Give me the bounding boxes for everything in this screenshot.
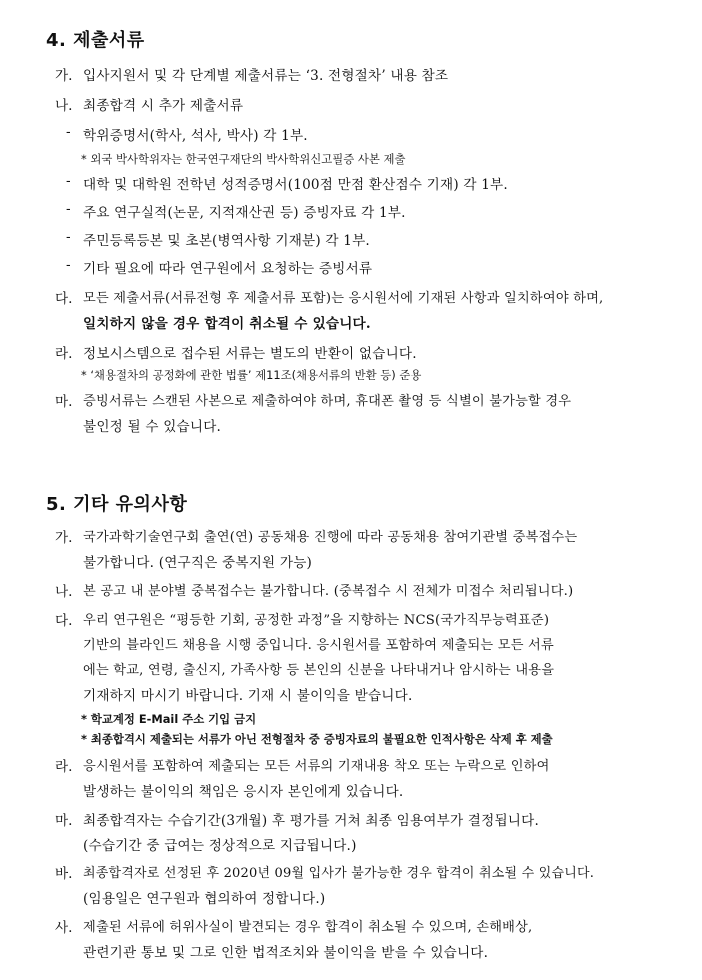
item-line: 우리 연구원은 “평등한 기회, 공정한 과정”을 지향하는 NCS(국가직무능력표준) [83, 613, 550, 628]
item-marker: 가. [55, 68, 73, 84]
item-line: 발생하는 불이익의 책임은 응시자 본인에게 있습니다. [83, 784, 404, 800]
item-marker: 가. [55, 530, 73, 546]
item-line: 정보시스템으로 접수된 서류는 별도의 반환이 없습니다. [83, 346, 417, 362]
item-line: 응시원서를 포함하여 제출되는 모든 서류의 기재내용 착오 또는 누락으로 인하여 [83, 759, 550, 774]
sub-item: 대학 및 대학원 전학년 성적증명서(100점 만점 환산점수 기재) 각 1부. [83, 177, 508, 193]
item-line: 최종합격 시 추가 제출서류 [83, 98, 244, 114]
sub-item: 주민등록등본 및 초본(병역사항 기재분) 각 1부. [83, 233, 370, 249]
note: * ‘채용절차의 공정화에 관한 법률’ 제11조(채용서류의 반환 등) 준용 [81, 368, 422, 382]
item-marker: 라. [55, 346, 73, 362]
sub-item: 주요 연구실적(논문, 지적재산권 등) 증빙자료 각 1부. [83, 205, 406, 221]
item-line: 입사지원서 및 각 단계별 제출서류는 ‘3. 전형절차’ 내용 참조 [83, 68, 449, 84]
item-marker: 다. [55, 613, 73, 629]
item-line: (수습기간 중 급여는 정상적으로 지급됩니다.) [83, 838, 357, 854]
item-line: (임용일은 연구원과 협의하여 정합니다.) [83, 891, 326, 907]
dash-bullet: - [66, 173, 71, 189]
item-marker: 나. [55, 584, 73, 600]
item-line: 기재하지 마시기 바랍니다. 기재 시 불이익을 받습니다. [83, 688, 413, 704]
item-line: 국가과학기술연구회 출연(연) 공동채용 진행에 따라 공동채용 참여기관별 중복접수는 [83, 530, 578, 545]
section-5-heading: 5. 기타 유의사항 [46, 494, 188, 515]
dash-bullet: - [66, 257, 71, 273]
dash-bullet: - [66, 201, 71, 217]
sub-item: 기타 필요에 따라 연구원에서 요청하는 증빙서류 [83, 261, 373, 277]
section-4-heading: 4. 제출서류 [46, 30, 145, 51]
item-line: 제출된 서류에 허위사실이 발견되는 경우 합격이 취소될 수 있으며, 손해배상, [83, 920, 533, 935]
item-line: 최종합격자는 수습기간(3개월) 후 평가를 거쳐 최종 임용여부가 결정됩니다. [83, 813, 539, 829]
item-marker: 다. [55, 291, 73, 307]
item-marker: 라. [55, 759, 73, 775]
item-line: 에는 학교, 연령, 출신지, 가족사항 등 본인의 신분을 나타내거나 암시하는 내용을 [83, 663, 555, 678]
item-marker: 마. [55, 394, 73, 410]
item-marker: 사. [55, 920, 73, 936]
item-line-emphasis: 일치하지 않을 경우 합격이 취소될 수 있습니다. [83, 316, 371, 332]
item-line: 모든 제출서류(서류전형 후 제출서류 포함)는 응시원서에 기재된 사항과 일치하여야 하며, [83, 291, 604, 306]
item-line: 본 공고 내 분야별 중복접수는 불가합니다. (중복접수 시 전체가 미접수 처리됩니다.) [83, 584, 574, 599]
item-line: 불가합니다. (연구직은 중복지원 가능) [83, 555, 313, 571]
item-line: 불인정 될 수 있습니다. [83, 419, 222, 435]
item-line: 기반의 블라인드 채용을 시행 중입니다. 응시원서를 포함하여 제출되는 모든 서류 [83, 638, 554, 653]
dash-bullet: - [66, 124, 71, 140]
note-emphasis: * 최종합격시 제출되는 서류가 아닌 전형절차 중 증빙자료의 불필요한 인적사항은 삭제 후 제출 [81, 732, 553, 746]
dash-bullet: - [66, 229, 71, 245]
item-marker: 나. [55, 98, 73, 114]
item-marker: 마. [55, 813, 73, 829]
item-line: 최종합격자로 선정된 후 2020년 09월 입사가 불가능한 경우 합격이 취소될 수 있습니다. [83, 866, 595, 881]
sub-item: 학위증명서(학사, 석사, 박사) 각 1부. [83, 128, 308, 144]
note: * 외국 박사학위자는 한국연구재단의 박사학위신고필증 사본 제출 [81, 152, 406, 166]
note-emphasis: * 학교계정 E-Mail 주소 기입 금지 [81, 712, 257, 726]
item-marker: 바. [55, 866, 73, 882]
item-line: 관련기관 통보 및 그로 인한 법적조치와 불이익을 받을 수 있습니다. [83, 945, 489, 961]
item-line: 증빙서류는 스캔된 사본으로 제출하여야 하며, 휴대폰 촬영 등 식별이 불가능할 경우 [83, 394, 572, 409]
